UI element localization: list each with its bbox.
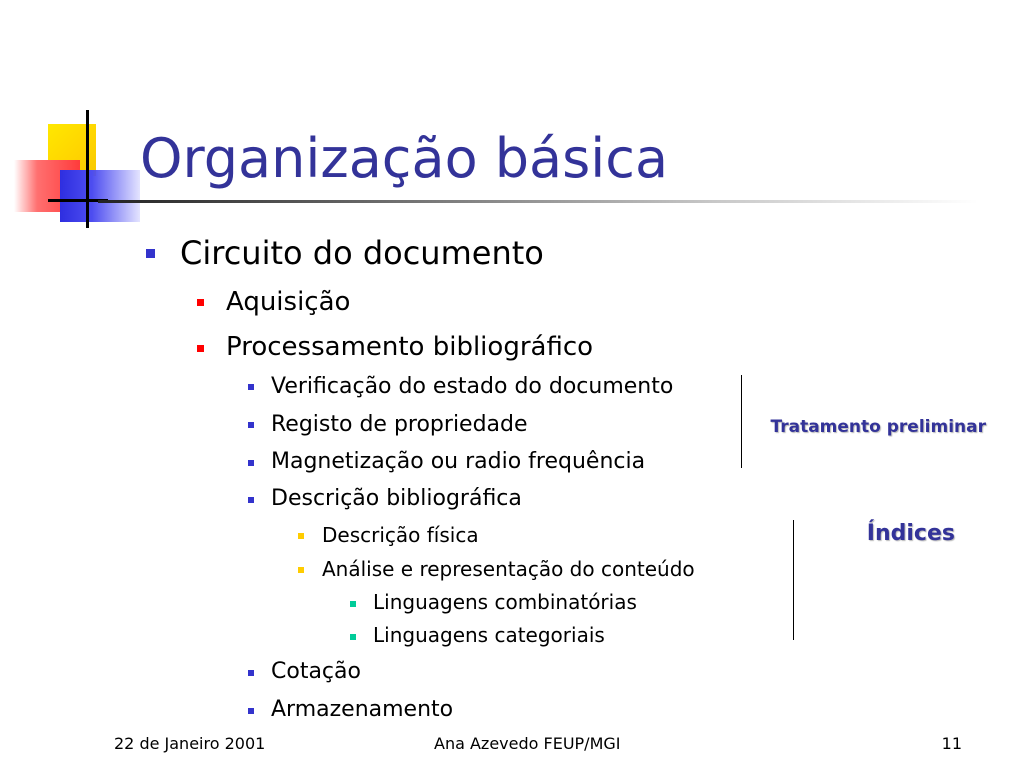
footer-date: 22 de Janeiro 2001: [114, 734, 266, 753]
bullet-level3: [248, 708, 254, 714]
slide-title: Organização básica: [140, 127, 669, 190]
bullet-level2: [197, 345, 204, 352]
bullet-level3: [248, 460, 254, 466]
item-analise: Análise e representação do conteúdo: [322, 557, 695, 581]
item-circuito: Circuito do documento: [180, 234, 544, 272]
item-linguagens-combinatorias: Linguagens combinatórias: [373, 590, 637, 614]
item-magnetizacao: Magnetização ou radio frequência: [271, 449, 646, 474]
bracket-indices: [793, 520, 794, 640]
item-armazenamento: Armazenamento: [271, 697, 454, 722]
bullet-level4: [298, 533, 304, 539]
item-descricao-bibliografica: Descrição bibliográfica: [271, 486, 522, 511]
item-aquisicao: Aquisição: [226, 287, 351, 317]
bullet-level3: [248, 670, 254, 676]
bullet-level3: [248, 384, 254, 390]
bullet-level5: [350, 634, 356, 640]
logo-blue-square: [60, 170, 140, 222]
item-cotacao: Cotação: [271, 659, 361, 684]
item-registo: Registo de propriedade: [271, 412, 528, 437]
item-linguagens-categoriais: Linguagens categoriais: [373, 623, 605, 647]
annotation-indices: Índices: [866, 521, 955, 546]
bracket-tratamento: [741, 375, 742, 468]
item-processamento: Processamento bibliográfico: [226, 332, 594, 362]
bullet-level3: [248, 422, 254, 428]
bullet-level4: [298, 567, 304, 573]
bullet-level1: [146, 249, 155, 258]
bullet-level2: [197, 299, 204, 306]
bullet-level5: [350, 601, 356, 607]
logo-vertical-line: [86, 110, 89, 228]
footer-page-number: 11: [941, 734, 962, 753]
title-underline: [98, 200, 978, 203]
item-descricao-fisica: Descrição física: [322, 523, 479, 547]
bullet-level3: [248, 497, 254, 503]
item-verificacao: Verificação do estado do documento: [271, 374, 674, 399]
footer-author: Ana Azevedo FEUP/MGI: [434, 734, 621, 753]
annotation-tratamento-preliminar: Tratamento preliminar: [770, 417, 986, 437]
